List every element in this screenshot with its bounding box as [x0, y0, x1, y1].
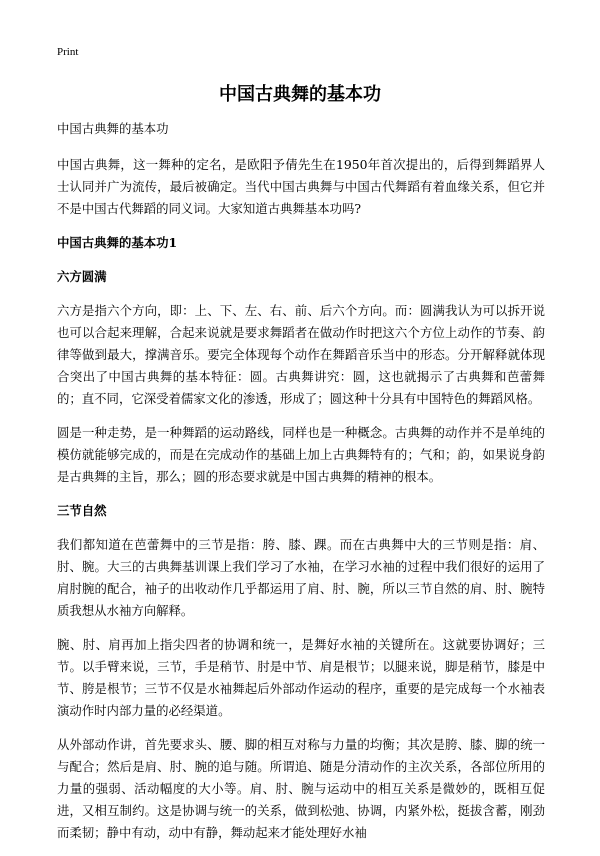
subtitle: 中国古典舞的基本功 — [57, 121, 169, 136]
paragraph: 圆是一种走势，是一种舞蹈的运动路线，同样也是一种概念。古典舞的动作并不是单纯的模仿就能够完成的，而是在完成动作的基础上加上古典舞特有的；气和；韵，如果说身韵是古典舞的主旨，那么；圆的形态要求就是中国古典舞的精神的根本。 — [57, 425, 545, 484]
paragraph: 腕、肘、肩再加上指尖四者的协调和统一，是舞好水袖的关键所在。这就要协调好；三节。以手臂来说，三节，手是稍节、肘是中节、肩是根节；以腿来说，脚是稍节，膝是中节、胯是根节；三节不仅是水袖舞起后外部动作运动的程序，重要的是完成每一个水袖表演动作时内部力量的必经渠道。 — [57, 637, 545, 718]
subsection-heading-sanjie: 三节自然 — [57, 503, 107, 518]
paragraph: 我们都知道在芭蕾舞中的三节是指：胯、膝、踝。而在古典舞中大的三节则是指：肩、肘、腕。大三的古典舞基训课上我们学习了水袖，在学习水袖的过程中我们很好的运用了肩肘腕的配合，袖子的出收动作几乎都运用了肩、肘、腕，所以三节自然的肩、肘、腕特质我想从水袖方向解释。 — [57, 537, 545, 618]
page-title: 中国古典舞的基本功 — [219, 84, 381, 105]
paragraph: 六方是指六个方向，即：上、下、左、右、前、后六个方向。而：圆满我认为可以拆开说也可以合起来理解，合起来说就是要求舞蹈者在做动作时把这六个方位上动作的节奏、韵律等做到最大，撑满音乐。要完全体现每个动作在舞蹈音乐当中的形态。分开解释就体现合突出了中国古典舞的基本特征：圆。古典舞讲究：圆，这也就揭示了古典舞和芭蕾舞的；直不同，它深受着儒家文化的渗透，形成了；圆这种十分具有中国特色的舞蹈风格。 — [57, 303, 545, 406]
article-body — [57, 118, 545, 856]
section-heading: 中国古典舞的基本功1 — [57, 235, 178, 250]
subsection-heading-liufang: 六方圆满 — [57, 269, 107, 284]
intro-paragraph: 中国古典舞，这一舞种的定名，是欧阳予倩先生在1950年首次提出的，后得到舞蹈界人士认同并广为流传，最后被确定。当代中国古典舞与中国古代舞蹈有着血缘关系，但它并不是中国古代舞蹈的同义词。大家知道古典舞基本功吗? — [57, 157, 545, 216]
paragraph: 从外部动作讲，首先要求头、腰、脚的相互对称与力量的均衡；其次是胯、膝、脚的统一与配合；然后是肩、肘、腕的追与随。所谓追、随是分清动作的主次关系，各部位所用的力量的强弱、活动幅度的大小等。肩、肘、腕与运动中的相互关系是微妙的，既相互促进，又相互制约。这是协调与统一的关系，做到松弛、协调，内紧外松，挺拔含蓄，刚劲而柔韧；静中有动，动中有静，舞动起来才能处理好水袖 — [57, 737, 545, 840]
print-link[interactable]: Print — [57, 46, 79, 58]
